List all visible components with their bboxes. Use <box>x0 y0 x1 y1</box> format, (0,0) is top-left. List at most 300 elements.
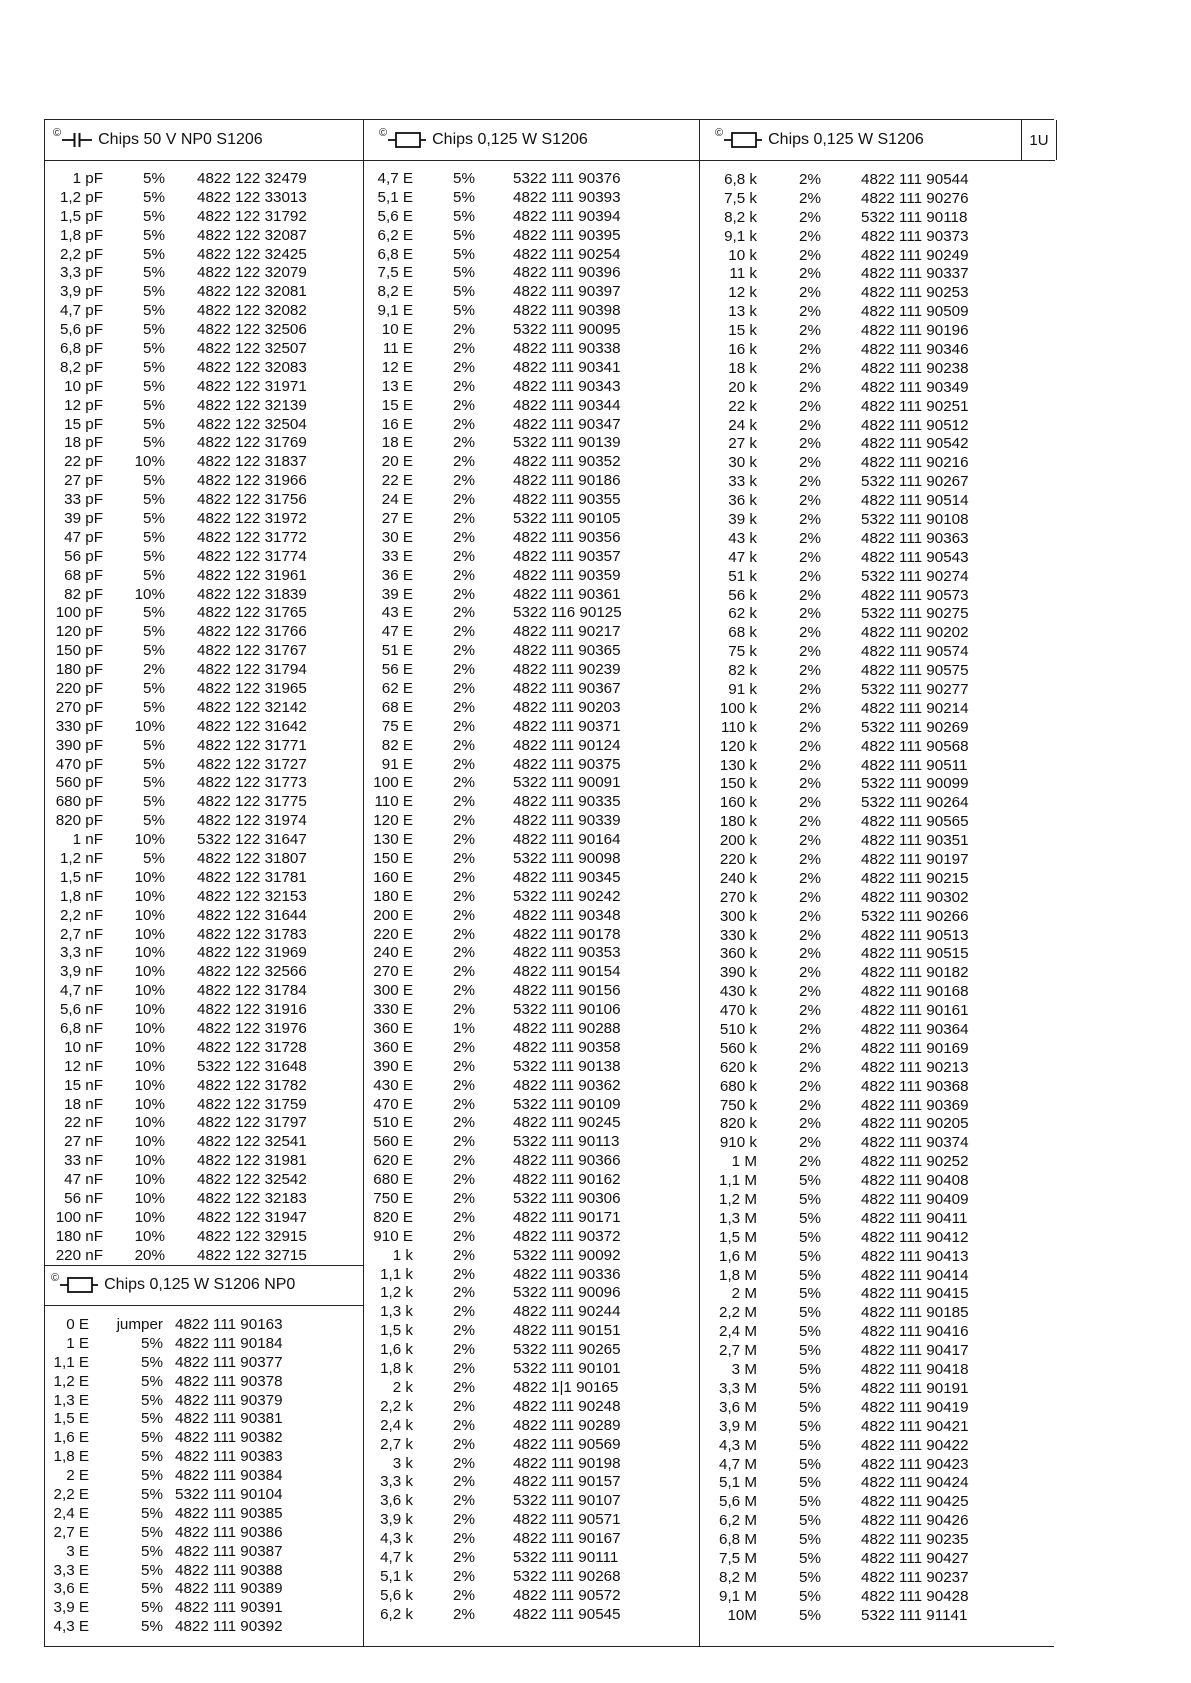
tolerance-cell: 5% <box>799 1549 821 1567</box>
value-cell: 11 E <box>382 339 413 357</box>
tolerance-cell: 5% <box>799 1568 821 1586</box>
table-row <box>705 1511 981 1530</box>
part-number-cell: 4822 111 90395 <box>513 226 621 244</box>
value-cell: 6,8 nF <box>59 1020 103 1038</box>
part-number-cell: 4822 111 90171 <box>513 1208 621 1226</box>
part-number-cell: 4822 111 90163 <box>175 1315 283 1333</box>
part-number-cell: 4822 111 90415 <box>861 1285 969 1303</box>
value-cell: 2,2 pF <box>59 245 103 263</box>
table-row <box>705 189 981 208</box>
tolerance-cell: 2% <box>453 774 475 792</box>
part-number-cell: 5322 111 90107 <box>513 1492 621 1510</box>
part-number-cell: 4822 122 31976 <box>197 1020 307 1038</box>
table-row <box>51 245 317 264</box>
table-row <box>51 1246 317 1265</box>
part-number-cell: 5322 111 90264 <box>861 794 969 812</box>
value-cell: 130 k <box>719 756 757 774</box>
table-row <box>705 340 981 359</box>
tolerance-cell: 2% <box>453 1171 475 1189</box>
tolerance-cell: 2% <box>453 415 475 433</box>
value-cell: 75 k <box>728 643 757 661</box>
tolerance-cell: 5% <box>799 1587 821 1605</box>
tolerance-cell: 2% <box>799 454 821 472</box>
table-row <box>705 1341 981 1360</box>
res-np0-section-title: Chips 0,125 W S1206 NP0 <box>104 1276 296 1293</box>
tolerance-cell: 2% <box>453 925 475 943</box>
value-cell: 300 k <box>719 907 757 925</box>
table-row <box>49 1542 295 1561</box>
value-cell: 9,1 E <box>377 302 413 320</box>
table-row <box>367 1227 633 1246</box>
value-cell: 5,6 E <box>377 207 413 225</box>
value-cell: 6,8 E <box>377 245 413 263</box>
tolerance-cell: 5% <box>143 245 165 263</box>
part-number-cell: 4822 111 90302 <box>861 888 969 906</box>
tolerance-cell: 2% <box>453 1586 475 1604</box>
table-row <box>705 1530 981 1549</box>
table-row <box>51 641 317 660</box>
tolerance-cell: 2% <box>799 794 821 812</box>
value-cell: 330 pF <box>55 717 103 735</box>
table-row <box>705 756 981 775</box>
table-row <box>705 321 981 340</box>
part-number-cell: 4822 122 31839 <box>197 585 307 603</box>
value-cell: 33 E <box>381 547 413 565</box>
tolerance-cell: 2% <box>453 661 475 679</box>
tolerance-cell: 2% <box>799 208 821 226</box>
tolerance-cell: 5% <box>453 283 475 301</box>
value-cell: 2,7 k <box>380 1435 413 1453</box>
res-right-section-header <box>715 120 924 160</box>
table-row <box>705 1436 981 1455</box>
value-cell: 3,3 M <box>719 1379 757 1397</box>
table-row <box>367 1189 633 1208</box>
tolerance-cell: 10% <box>134 1171 165 1189</box>
value-cell: 3,3 E <box>53 1561 89 1579</box>
table-row <box>51 1019 317 1038</box>
tolerance-cell: 2% <box>453 1133 475 1151</box>
value-cell: 2,2 k <box>380 1397 413 1415</box>
tolerance-cell: 2% <box>453 1246 475 1264</box>
tolerance-cell: 2% <box>453 1435 475 1453</box>
tolerance-cell: 5% <box>143 396 165 414</box>
tolerance-cell: 5% <box>141 1467 163 1485</box>
part-number-cell: 4822 111 90416 <box>861 1323 969 1341</box>
table-row <box>367 1416 633 1435</box>
value-cell: 91 k <box>728 680 757 698</box>
table-row <box>49 1391 295 1410</box>
table-row <box>705 1209 981 1228</box>
value-cell: 56 k <box>728 586 757 604</box>
value-cell: 5,1 E <box>377 188 413 206</box>
value-cell: 680 k <box>719 1077 757 1095</box>
part-number-cell: 4822 122 33013 <box>197 188 307 206</box>
value-cell: 68 E <box>381 698 413 716</box>
tolerance-cell: 5% <box>453 264 475 282</box>
value-cell: 68 k <box>728 624 757 642</box>
table-row <box>367 660 633 679</box>
tolerance-cell: 5% <box>799 1209 821 1227</box>
value-cell: 1,1 k <box>380 1265 413 1283</box>
value-cell: 470 E <box>373 1095 413 1113</box>
tolerance-cell: 2% <box>799 378 821 396</box>
tolerance-cell: 2% <box>453 339 475 357</box>
tolerance-cell: 5% <box>143 812 165 830</box>
tolerance-cell: 5% <box>799 1474 821 1492</box>
table-row <box>367 887 633 906</box>
value-cell: 10M <box>727 1606 757 1624</box>
table-row <box>367 566 633 585</box>
tolerance-cell: 2% <box>453 850 475 867</box>
value-cell: 750 E <box>373 1190 413 1208</box>
table-row <box>705 1020 981 1039</box>
part-number-cell: 4822 111 90573 <box>861 586 969 604</box>
part-number-cell: 4822 111 90216 <box>861 454 969 472</box>
value-cell: 91 E <box>381 755 413 773</box>
table-row <box>705 1568 981 1587</box>
tolerance-cell: 5% <box>141 1391 163 1409</box>
value-cell: 390 pF <box>55 736 103 754</box>
part-number-cell: 4822 122 31807 <box>197 850 307 867</box>
table-row <box>367 868 633 887</box>
value-cell: 8,2 E <box>377 283 413 301</box>
tolerance-cell: 5% <box>143 528 165 546</box>
table-row <box>51 585 317 604</box>
table-row <box>367 1284 633 1303</box>
part-number-cell: 4822 111 90366 <box>513 1152 621 1170</box>
part-number-cell: 4822 122 31644 <box>197 906 307 924</box>
value-cell: 36 k <box>728 492 757 510</box>
tolerance-cell: 2% <box>799 1115 821 1133</box>
value-cell: 1,1 E <box>53 1353 89 1371</box>
value-cell: 3 E <box>66 1542 89 1560</box>
table-row <box>705 1001 981 1020</box>
tolerance-cell: 2% <box>799 662 821 680</box>
value-cell: 6,8 k <box>724 170 757 188</box>
part-number-cell: 4822 111 90379 <box>175 1391 283 1409</box>
table-row <box>51 207 317 226</box>
value-cell: 5,6 M <box>719 1493 757 1511</box>
part-number-cell: 4822 111 90249 <box>861 246 969 264</box>
table-row <box>705 1266 981 1285</box>
part-number-cell: 4822 111 90543 <box>861 548 969 566</box>
part-number-cell: 4822 122 32083 <box>197 358 307 376</box>
part-number-cell: 4822 111 90203 <box>513 698 621 716</box>
tolerance-cell: 5% <box>799 1436 821 1454</box>
table-row <box>51 509 317 528</box>
table-row <box>367 1038 633 1057</box>
tolerance-cell: 2% <box>799 340 821 358</box>
part-number-cell: 4822 111 90351 <box>861 832 969 850</box>
tolerance-cell: 5% <box>799 1342 821 1360</box>
table-row <box>51 1057 317 1076</box>
tolerance-cell: 2% <box>453 1001 475 1019</box>
value-cell: 1 pF <box>72 169 103 187</box>
part-number-cell: 4822 111 90388 <box>175 1561 283 1579</box>
value-cell: 6,2 E <box>377 226 413 244</box>
value-cell: 180 pF <box>55 661 103 679</box>
table-row <box>367 1302 633 1321</box>
value-cell: 4,3 M <box>719 1436 757 1454</box>
value-cell: 4,7 k <box>380 1548 413 1566</box>
tolerance-cell: 5% <box>141 1485 163 1503</box>
table-row <box>49 1485 295 1504</box>
table-row <box>367 433 633 452</box>
value-cell: 160 k <box>719 794 757 812</box>
value-cell: 330 E <box>373 1001 413 1019</box>
value-cell: 4,7 nF <box>59 982 103 1000</box>
part-number-cell: 4822 111 90215 <box>861 869 969 887</box>
tolerance-cell: 2% <box>799 869 821 887</box>
table-row <box>51 830 317 849</box>
tolerance-cell: 5% <box>141 1429 163 1447</box>
part-number-cell: 5322 111 90108 <box>861 510 969 528</box>
tolerance-cell: 2% <box>453 1095 475 1113</box>
table-row <box>367 698 633 717</box>
tolerance-cell: 2% <box>799 246 821 264</box>
value-cell: 22 k <box>728 397 757 415</box>
tolerance-cell: 2% <box>453 434 475 452</box>
value-cell: 620 E <box>373 1152 413 1170</box>
table-row <box>367 811 633 830</box>
value-cell: 1,2 k <box>380 1284 413 1302</box>
table-row <box>705 699 981 718</box>
part-number-cell: 4822 122 31642 <box>197 717 307 735</box>
tolerance-cell: 5% <box>143 793 165 811</box>
part-number-cell: 4822 111 90237 <box>861 1568 969 1586</box>
value-cell: 9,1 k <box>724 227 757 245</box>
parts-table-sheet <box>44 119 1054 1647</box>
table-row <box>705 907 981 926</box>
table-row <box>705 1360 981 1379</box>
part-number-cell: 4822 111 90157 <box>513 1473 621 1491</box>
table-row <box>367 925 633 944</box>
table-row <box>705 850 981 869</box>
tolerance-cell: 2% <box>453 717 475 735</box>
tolerance-cell: 2% <box>799 1077 821 1095</box>
table-row <box>705 661 981 680</box>
tolerance-cell: 2% <box>453 1454 475 1472</box>
table-row <box>367 452 633 471</box>
tolerance-cell: 2% <box>453 1511 475 1529</box>
value-cell: 1 M <box>731 1153 757 1171</box>
part-number-cell: 5322 111 90139 <box>513 434 621 452</box>
tolerance-cell: 10% <box>134 453 165 471</box>
part-number-cell: 4822 111 90412 <box>861 1228 969 1246</box>
tolerance-cell: 2% <box>453 358 475 376</box>
tolerance-cell: 5% <box>143 509 165 527</box>
value-cell: 910 k <box>719 1134 757 1152</box>
table-row <box>49 1617 295 1636</box>
table-row <box>367 603 633 622</box>
table-row <box>705 1417 981 1436</box>
tolerance-cell: 10% <box>134 1208 165 1226</box>
value-cell: 3,3 nF <box>59 944 103 962</box>
value-cell: 16 E <box>381 415 413 433</box>
table-row <box>367 1397 633 1416</box>
part-number-cell: 4822 122 31781 <box>197 868 307 886</box>
table-row <box>49 1334 295 1353</box>
tolerance-cell: 2% <box>453 1605 475 1623</box>
value-cell: 33 nF <box>64 1152 103 1170</box>
value-cell: 110 k <box>720 718 757 736</box>
tolerance-cell: 5% <box>143 226 165 244</box>
tolerance-cell: 2% <box>453 1057 475 1075</box>
table-row <box>705 642 981 661</box>
table-row <box>367 396 633 415</box>
table-row <box>705 434 981 453</box>
table-row <box>705 1322 981 1341</box>
value-cell: 51 k <box>728 567 757 585</box>
value-cell: 3 M <box>731 1361 757 1379</box>
part-number-cell: 5322 111 90098 <box>513 850 621 867</box>
part-number-cell: 4822 111 90151 <box>513 1322 621 1340</box>
part-number-cell: 4822 111 90385 <box>175 1504 283 1522</box>
value-cell: 22 E <box>381 472 413 490</box>
value-cell: 2,7 M <box>719 1342 757 1360</box>
value-cell: 15 nF <box>64 1076 103 1094</box>
table-row <box>367 1567 633 1586</box>
table-row <box>51 679 317 698</box>
part-number-cell: 4822 111 90409 <box>861 1191 969 1209</box>
part-number-cell: 4822 111 90509 <box>861 303 969 321</box>
part-number-cell: 4822 122 32715 <box>197 1246 307 1264</box>
table-row <box>705 888 981 907</box>
value-cell: 1,3 E <box>53 1391 89 1409</box>
tolerance-cell: 5% <box>799 1228 821 1246</box>
table-row <box>367 792 633 811</box>
table-row <box>367 622 633 641</box>
part-number-cell: 4822 122 32479 <box>197 169 307 187</box>
tolerance-cell: 5% <box>799 1191 821 1209</box>
table-row <box>705 1039 981 1058</box>
table-row <box>367 944 633 963</box>
part-number-cell: 4822 122 31965 <box>197 679 307 697</box>
part-number-cell: 4822 111 90394 <box>513 207 621 225</box>
table-row <box>705 1492 981 1511</box>
tolerance-cell: 5% <box>143 377 165 395</box>
part-number-cell: 4822 111 90418 <box>861 1361 969 1379</box>
table-row <box>705 812 981 831</box>
part-number-cell: 4822 111 90364 <box>861 1021 969 1039</box>
tolerance-cell: 5% <box>799 1379 821 1397</box>
part-number-cell: 4822 111 90544 <box>861 170 969 188</box>
part-number-cell: 5322 111 90138 <box>513 1057 621 1075</box>
part-number-cell: 5322 122 31648 <box>197 1057 307 1075</box>
part-number-cell: 4822 122 32087 <box>197 226 307 244</box>
value-cell: 43 E <box>381 604 413 622</box>
table-row <box>367 358 633 377</box>
part-number-cell: 4822 111 90512 <box>861 416 969 434</box>
value-cell: 2 k <box>392 1378 413 1396</box>
part-number-cell: 4822 111 90397 <box>513 283 621 301</box>
part-number-cell: 4822 111 90423 <box>861 1455 969 1473</box>
value-cell: 82 pF <box>64 585 103 603</box>
part-number-cell: 4822 111 90542 <box>861 435 969 453</box>
value-cell: 1,8 pF <box>59 226 103 244</box>
part-number-cell: 4822 122 31783 <box>197 925 307 943</box>
value-cell: 6,8 M <box>719 1531 757 1549</box>
part-number-cell: 4822 111 90245 <box>513 1114 621 1132</box>
tolerance-cell: 10% <box>134 1152 165 1170</box>
part-number-cell: 4822 111 90391 <box>175 1599 283 1617</box>
table-row <box>51 1132 317 1151</box>
tolerance-cell: 5% <box>799 1361 821 1379</box>
part-number-cell: 4822 111 90572 <box>513 1586 621 1604</box>
value-cell: 47 nF <box>64 1171 103 1189</box>
tolerance-cell: 10% <box>134 925 165 943</box>
tolerance-cell: 2% <box>453 793 475 811</box>
tolerance-cell: 2% <box>453 679 475 697</box>
tolerance-cell: 2% <box>799 605 821 623</box>
part-number-cell: 4822 111 90196 <box>861 322 969 340</box>
table-row <box>705 1606 981 1625</box>
part-number-cell: 4822 111 90348 <box>513 906 621 924</box>
value-cell: 620 k <box>719 1058 757 1076</box>
value-cell: 82 E <box>381 736 413 754</box>
part-number-cell: 4822 122 31773 <box>197 774 307 792</box>
part-number-cell: 4822 111 90346 <box>861 340 969 358</box>
table-row <box>367 1019 633 1038</box>
tolerance-cell: 5% <box>143 207 165 225</box>
tolerance-cell: 5% <box>799 1512 821 1530</box>
part-number-cell: 4822 122 32566 <box>197 963 307 981</box>
value-cell: 560 E <box>373 1133 413 1151</box>
value-cell: 1,1 M <box>719 1172 757 1190</box>
tolerance-cell: 5% <box>799 1247 821 1265</box>
tolerance-cell: 2% <box>799 265 821 283</box>
tolerance-cell: 10% <box>134 887 165 905</box>
value-cell: 2,4 k <box>380 1416 413 1434</box>
tolerance-cell: 10% <box>134 906 165 924</box>
part-number-cell: 4822 111 90417 <box>861 1342 969 1360</box>
part-number-cell: 4822 111 90191 <box>861 1379 969 1397</box>
table-row <box>705 548 981 567</box>
tolerance-cell: 5% <box>799 1606 821 1624</box>
tolerance-cell: 5% <box>799 1417 821 1435</box>
part-number-cell: 4822 111 90374 <box>861 1134 969 1152</box>
part-number-cell: 4822 111 90515 <box>861 945 969 963</box>
table-row <box>705 963 981 982</box>
table-row <box>51 396 317 415</box>
part-number-cell: 4822 111 90154 <box>513 963 621 981</box>
tolerance-cell: 2% <box>453 509 475 527</box>
part-number-cell: 4822 111 90365 <box>513 642 621 660</box>
tolerance-cell: 5% <box>143 415 165 433</box>
value-cell: 22 pF <box>64 453 103 471</box>
table-row <box>51 188 317 207</box>
table-row <box>51 282 317 301</box>
part-number-cell: 4822 122 31769 <box>197 434 307 452</box>
value-cell: 9,1 M <box>719 1587 757 1605</box>
value-cell: 0 E <box>66 1315 89 1333</box>
tolerance-cell: 2% <box>799 473 821 491</box>
value-cell: 510 k <box>719 1021 757 1039</box>
table-row <box>367 1000 633 1019</box>
value-cell: 15 E <box>381 396 413 414</box>
tolerance-cell: 2% <box>453 472 475 490</box>
table-row <box>705 397 981 416</box>
part-number-cell: 4822 122 32082 <box>197 302 307 320</box>
tolerance-cell: 2% <box>799 775 821 793</box>
value-cell: 220 k <box>719 851 757 868</box>
part-number-cell: 4822 111 90341 <box>513 358 621 376</box>
part-number-cell: 4822 111 90214 <box>861 699 969 717</box>
tolerance-cell: 2% <box>453 755 475 773</box>
value-cell: 200 E <box>373 906 413 924</box>
value-cell: 56 nF <box>64 1190 103 1208</box>
value-cell: 430 E <box>373 1076 413 1094</box>
